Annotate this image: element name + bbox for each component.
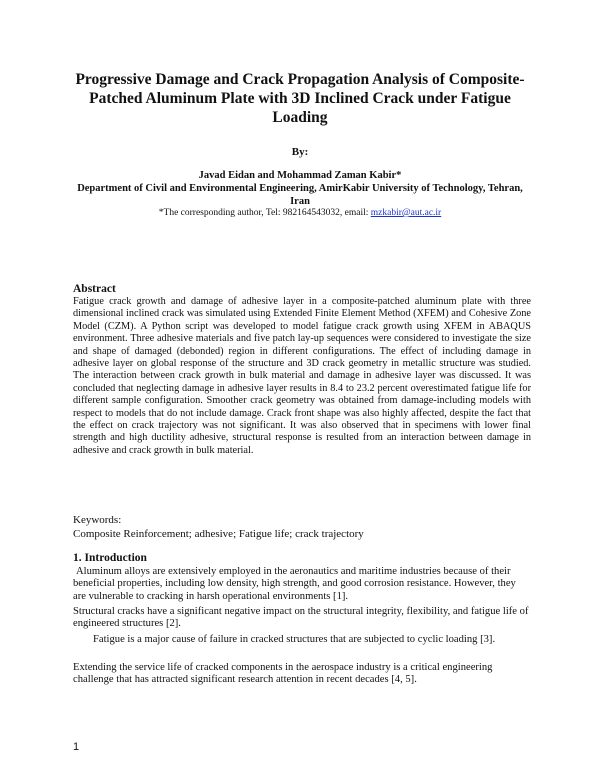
email-link[interactable]: mzkabir@aut.ac.ir <box>370 208 442 218</box>
intro-paragraph-1: Aluminum alloys are extensively employed in the aeronautics and maritime industries because of their beneficial properties, including low density, high strength, and good corrosion resistance. However, they are vulnerable to cracking in harsh operational environments [1]. <box>73 566 516 602</box>
page-number: 1 <box>73 741 80 753</box>
contact-text: *The corresponding author, Tel: 982164543032, email: <box>158 208 371 218</box>
by-label: By: <box>291 146 309 158</box>
keywords-label: Keywords: <box>73 514 122 526</box>
intro-paragraph-2: Structural cracks have a significant negative impact on the structural integrity, flexibility, and fatigue life of engineered structures [2]. <box>73 606 529 630</box>
authors: Javad Eidan and Mohammad Zaman Kabir* <box>198 170 402 181</box>
intro-paragraph-4: Extending the service life of cracked components in the aerospace industry is a critical engineering challenge that has attracted significant research attention in recent decades [4, 5]. <box>73 662 493 686</box>
abstract-text: Fatigue crack growth and damage of adhesive layer in a composite-patched aluminum plate with three dimensional inclined crack was simulated using Extended Finite Element Method (XFEM) and Cohesive Zone Model (CZM). A Python script was developed to model fatigue crack growth using XFEM in ABAQUS environment. Three adhesive materials and five patch lay-up sequences were considered to investigate the size and shape of damaged (debonded) region in different configurations. The effect of including damage in adhesive layer on global response of the structure and 3D crack geometry in metallic structure was studied. The interaction between crack growth in bulk material and damage in adhesive layer was discussed. It was concluded that neglecting damage in adhesive layer results in 8.4 to 23.2 percent overestimated fatigue life for different sample configuration. Smoother crack geometry was obtained from damage-including models with respect to models that do not include damage. Crack front shape was also highly affected, despite the fact that the effect on crack trajectory was not significant. It was also observed that in specimens with lower final strength and high ductility adhesive, structural response is resulted from an interaction between damage in adhesive and crack growth in bulk material. <box>73 296 531 456</box>
intro-paragraph-3: Fatigue is a major cause of failure in cracked structures that are subjected to cyclic loading [3]. <box>93 634 496 645</box>
keywords-text: Composite Reinforcement; adhesive; Fatigue life; crack trajectory <box>73 528 364 540</box>
corresponding-author-line <box>0 208 600 218</box>
introduction-heading: 1. Introduction <box>73 552 147 564</box>
paper-title: Progressive Damage and Crack Propagation Analysis of Composite-Patched Aluminum Plate with 3D Inclined Crack under Fatigue Loading <box>75 71 525 126</box>
affiliation: Department of Civil and Environmental Engineering, AmirKabir University of Technology, Tehran, Iran <box>77 183 523 207</box>
abstract-heading: Abstract <box>73 283 116 295</box>
